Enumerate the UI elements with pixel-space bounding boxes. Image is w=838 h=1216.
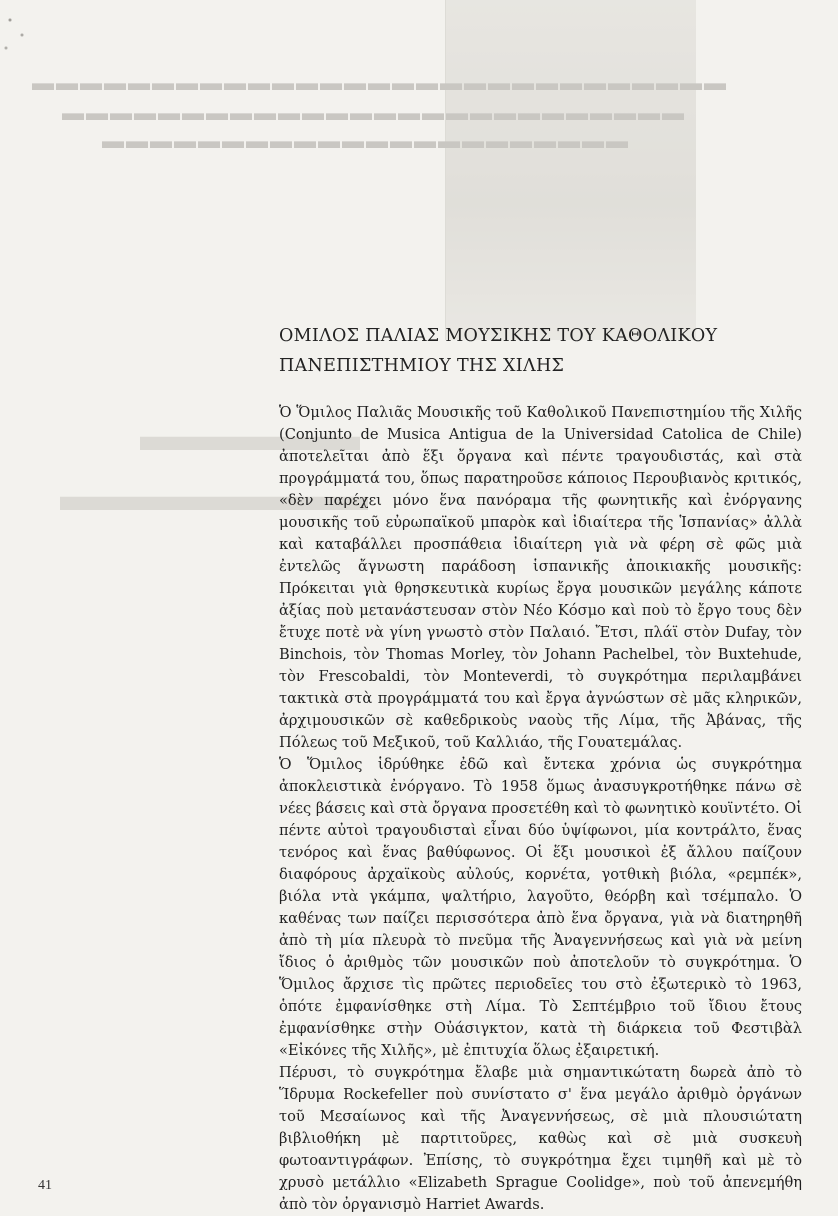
bleed-through-text: ▬▬▬▬▬▬▬▬▬▬▬▬▬▬▬▬▬▬▬▬▬▬▬▬▬▬▬▬▬ [30,70,726,95]
paragraph: Ὁ Ὅμιλος Παλιᾶς Μουσικῆς τοῦ Καθολικοῦ Πανεπιστημίου τῆς Χιλῆς (Conjunto de Musica Antigua de la Universidad Catolica de Chile) ἀποτελεῖται ἀπὸ ἕξι ὄργανα καὶ πέντε τραγουδιστάς, καὶ στὰ προγράμματά του, ὅπως παρατηροῦσε κάποιος Περουβιανὸς κριτικός, «δὲν παρέχει μόνο ἕνα πανόραμα τῆς φωνητικῆς καὶ ἐνόργανης μουσικῆς τοῦ εὐρωπαϊκοῦ μπαρὸκ καὶ ἰδιαίτερα τῆς Ἱσπανίας» ἀλλὰ καὶ καταβάλλει προσπάθεια ἰδιαίτερη γιὰ νὰ φέρη σὲ φῶς μιὰ ἐντελῶς ἄγνωστη παράδοση ἱσπανικῆς ἀποικιακῆς μουσικῆς: Πρόκειται γιὰ θρησκευτικὰ κυρίως ἔργα μουσικῶν μεγάλης κάποτε ἀξίας ποὺ μετανάστευσαν στὸν Νέο Κόσμο καὶ ποὺ τὸ ἔργο τους δὲν ἔτυχε ποτὲ νὰ γίνη γνωστὸ στὸν Παλαιό. Ἔτσι, πλάϊ στὸν Dufay, τὸν Binchois, τὸν Thomas Morley, τὸν Johann Pachelbel, τὸν Buxtehude, τὸν Frescobaldi, τὸν Monteverdi, τὸ συγκρότημα περιλαμβάνει τακτικὰ στὰ προγράμματά του καὶ ἔργα ἀγνώστων σὲ μᾶς κληρικῶν, ἀρχιμουσικῶν σὲ καθεδρικοὺς ναοὺς τῆς Λίμα, τῆς Ἀβάνας, τῆς Πόλεως τοῦ Μεξικοῦ, τοῦ Καλλιάο, τῆς Γουατεμάλας. [279,404,802,751]
paper-smudge [0,0,40,70]
paragraph: Πέρυσι, τὸ συγκρότημα ἔλαβε μιὰ σημαντικώτατη δωρεὰ ἀπὸ τὸ Ἵδρυμα Rockefeller ποὺ συνίστατο σ' ἕνα μεγάλο ἀριθμὸ ὀργάνων τοῦ Μεσαίωνος καὶ τῆς Ἀναγεννήσεως, σὲ μιὰ πλουσιώτατη βιβλιοθήκη μὲ παρτιτοῦρες, καθὼς καὶ σὲ μιὰ συσκευὴ φωτοαντιγράφων. Ἐπίσης, τὸ συγκρότημα ἔχει τιμηθῆ καὶ μὲ τὸ χρυσὸ μετάλλιο «Elizabeth Sprague Coolidge», ποὺ τοῦ ἀπενεμήθη ἀπὸ τὸν ὀργανισμὸ Harriet Awards. [279,1064,802,1213]
bleed-through-text: ▬▬▬▬▬▬▬▬▬▬▬▬▬▬▬▬▬▬▬▬▬▬▬▬▬▬ [60,100,684,125]
bleed-through-text: ▬▬▬▬▬▬▬ [60,471,368,520]
page-number: 41 [38,1178,52,1193]
article-title-line-2: ΠΑΝΕΠΙΣΤΗΜΙΟΥ ΤΗΣ ΧΙΛΗΣ [279,356,565,376]
bleed-through-photo [445,0,696,340]
bleed-through-text: ▬▬▬▬▬ [140,411,360,460]
bleed-through-text: ▬▬▬▬▬▬▬▬▬▬▬▬▬▬▬▬▬▬▬▬▬▬ [100,128,628,153]
paragraph: Ὁ Ὅμιλος ἱδρύθηκε ἐδῶ καὶ ἔντεκα χρόνια ὡς συγκρότημα ἀποκλειστικὰ ἐνόργανο. Τὸ 1958 ὅμως ἀνασυγκροτήθηκε πάνω σὲ νέες βάσεις καὶ στὰ ὄργανα προσετέθη καὶ τὸ φωνητικὸ κουϊντέτο. Οἱ πέντε αὐτοὶ τραγουδισταὶ εἶναι δύο ὑψίφωνοι, μία κοντράλτο, ἕνας τενόρος καὶ ἕνας βαθύφωνος. Οἱ ἕξι μουσικοὶ ἐξ ἄλλου παίζουν διαφόρους ἀρχαϊκοὺς αὐλούς, κορνέτα, γοτθικὴ βιόλα, «ρεμπέκ», βιόλα ντὰ γκάμπα, ψαλτήριο, λαγοῦτο, θεόρβη καὶ τσέμπαλο. Ὁ καθένας των παίζει περισσότερα ἀπὸ ἕνα ὄργανα, γιὰ νὰ διατηρηθῆ ἀπὸ τὴ μία πλευρὰ τὸ πνεῦμα τῆς Ἀναγεννήσεως καὶ γιὰ νὰ μείνη ἴδιος ὁ ἀριθμὸς τῶν μουσικῶν ποὺ ἀποτελοῦν τὸ συγκρότημα. Ὁ Ὅμιλος ἄρχισε τὶς πρῶτες περιοδεῖες του στὸ ἐξωτερικὸ τὸ 1963, ὁπότε ἐμφανίσθηκε στὴ Λίμα. Τὸ Σεπτέμβριο τοῦ ἴδιου ἔτους ἐμφανίσθηκε στὴν Οὐάσιγκτον, κατὰ τὴ διάρκεια τοῦ Φεστιβὰλ «Εἰκόνες τῆς Χιλῆς», μὲ ἐπιτυχία ὅλως ἐξαιρετική. [279,756,802,1059]
article-title-line-1: ΟΜΙΛΟΣ ΠΑΛΙΑΣ ΜΟΥΣΙΚΗΣ ΤΟΥ ΚΑΘΟΛΙΚΟΥ [279,326,718,346]
article-body [279,402,802,1216]
